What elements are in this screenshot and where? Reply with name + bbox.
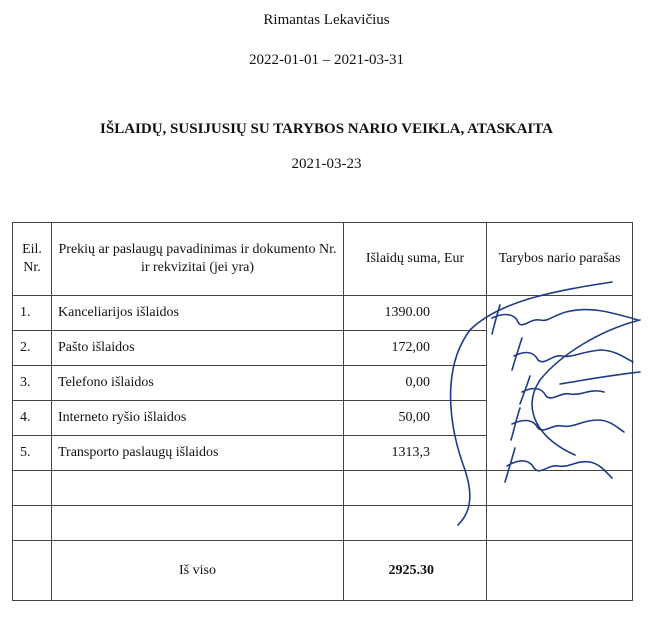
report-date: 2021-03-23 xyxy=(291,156,362,172)
header-amount: Išlaidų suma, Eur xyxy=(344,223,487,296)
report-period: 2022-01-01 – 2021-03-31 xyxy=(249,52,404,68)
row-amount xyxy=(344,471,487,506)
total-amount: 2925.30 xyxy=(344,541,487,601)
row-name: Pašto išlaidos xyxy=(52,331,344,366)
row-amount: 50,00 xyxy=(344,401,487,436)
row-nr xyxy=(13,506,52,541)
row-amount: 172,00 xyxy=(344,331,487,366)
total-signature-cell xyxy=(487,541,633,601)
row-signature-cell xyxy=(487,331,633,366)
row-nr: 1. xyxy=(13,296,52,331)
total-label: Iš viso xyxy=(52,541,344,601)
row-name xyxy=(52,471,344,506)
table-row xyxy=(13,436,633,471)
table-row xyxy=(13,296,633,331)
header-nr: Eil. Nr. xyxy=(13,223,52,296)
row-name: Interneto ryšio išlaidos xyxy=(52,401,344,436)
row-nr: 3. xyxy=(13,366,52,401)
row-name: Telefono išlaidos xyxy=(52,366,344,401)
row-signature-cell xyxy=(487,401,633,436)
row-nr: 2. xyxy=(13,331,52,366)
row-signature-cell xyxy=(487,471,633,506)
row-nr xyxy=(13,471,52,506)
expense-table xyxy=(12,222,633,601)
row-signature-cell xyxy=(487,366,633,401)
row-name: Kanceliarijos išlaidos xyxy=(52,296,344,331)
row-name xyxy=(52,506,344,541)
table-header-row xyxy=(13,223,633,296)
row-signature-cell xyxy=(487,296,633,331)
row-name: Transporto paslaugų išlaidos xyxy=(52,436,344,471)
table-row xyxy=(13,471,633,506)
row-nr: 4. xyxy=(13,401,52,436)
row-nr: 5. xyxy=(13,436,52,471)
row-signature-cell xyxy=(487,506,633,541)
table-row xyxy=(13,366,633,401)
header-name: Prekių ar paslaugų pavadinimas ir dokumento Nr. ir rekvizitai (jei yra) xyxy=(52,223,344,296)
row-amount: 0,00 xyxy=(344,366,487,401)
table-row xyxy=(13,331,633,366)
row-amount: 1313,3 xyxy=(344,436,487,471)
table-row xyxy=(13,401,633,436)
row-amount xyxy=(344,506,487,541)
table-row xyxy=(13,506,633,541)
total-row xyxy=(13,541,633,601)
row-amount: 1390.00 xyxy=(344,296,487,331)
total-nr xyxy=(13,541,52,601)
header-signature: Tarybos nario parašas xyxy=(487,223,633,296)
row-signature-cell xyxy=(487,436,633,471)
author-name: Rimantas Lekavičius xyxy=(263,12,390,28)
report-title: IŠLAIDŲ, SUSIJUSIŲ SU TARYBOS NARIO VEIKLA, ATASKAITA xyxy=(100,121,553,137)
